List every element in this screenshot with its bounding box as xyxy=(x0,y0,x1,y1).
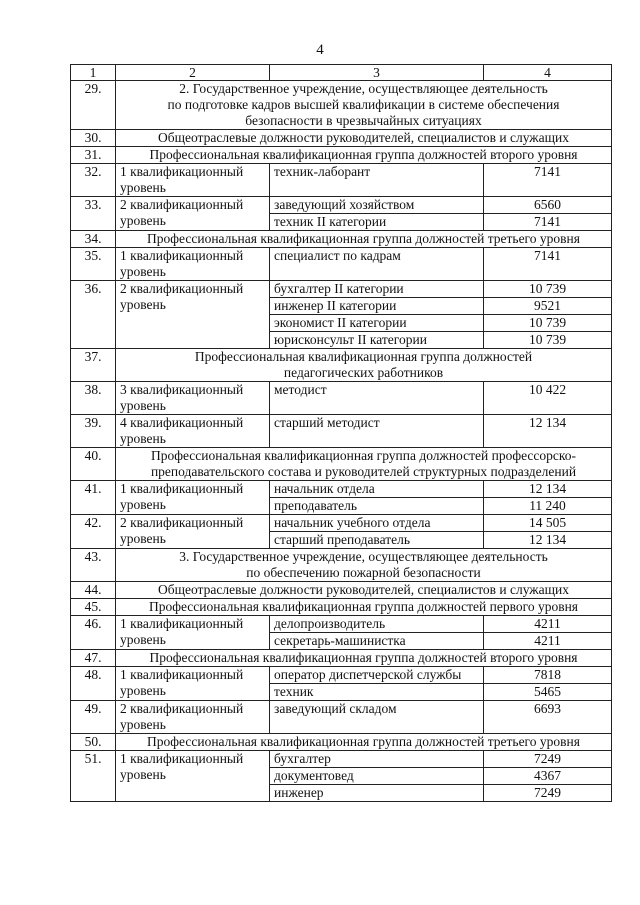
header-col-1: 1 xyxy=(71,65,116,81)
qualification-level-line: 1 квалификационный xyxy=(120,248,244,263)
salary-value: 7249 xyxy=(484,751,612,768)
position-name: заведующий складом xyxy=(270,701,484,734)
salary-value: 6560 xyxy=(484,197,612,214)
salary-value: 11 240 xyxy=(484,498,612,515)
table-row xyxy=(71,667,612,684)
salary-value: 4211 xyxy=(484,633,612,650)
salary-value: 10 739 xyxy=(484,281,612,298)
position-name: специалист по кадрам xyxy=(270,248,484,281)
page-number: 4 xyxy=(316,42,324,58)
qualification-level-line: уровень xyxy=(120,431,166,446)
qualification-level xyxy=(116,197,270,231)
header-col-2: 2 xyxy=(116,65,270,81)
section-title-line: Профессиональная квалификационная группа должностей второго уровня xyxy=(149,650,578,665)
section-title-line: Профессиональная квалификационная группа должностей профессорско- xyxy=(150,448,577,463)
position-name: документовед xyxy=(270,768,484,785)
table-row xyxy=(71,616,612,633)
row-number: 49. xyxy=(71,701,116,734)
section-title-line: Профессиональная квалификационная группа должностей третьего уровня xyxy=(147,734,580,749)
qualification-level xyxy=(116,481,270,515)
position-name: делопроизводитель xyxy=(270,616,484,633)
row-number: 45. xyxy=(71,599,116,616)
section-row xyxy=(71,349,612,382)
qualification-level-line: уровень xyxy=(120,767,166,782)
table-row xyxy=(71,701,612,734)
row-number: 35. xyxy=(71,248,116,281)
section-title-line: Профессиональная квалификационная группа должностей xyxy=(194,349,533,364)
qualification-level-line: 1 квалификационный xyxy=(120,667,244,682)
salary-value: 4367 xyxy=(484,768,612,785)
row-number: 39. xyxy=(71,415,116,448)
section-title xyxy=(116,448,612,481)
salary-value: 7818 xyxy=(484,667,612,684)
qualification-level xyxy=(116,515,270,549)
qualification-level-line: уровень xyxy=(120,264,166,279)
salary-value: 6693 xyxy=(484,701,612,734)
salary-value: 10 739 xyxy=(484,315,612,332)
qualification-level-line: уровень xyxy=(120,398,166,413)
salary-value: 9521 xyxy=(484,298,612,315)
qualification-level-line: 2 квалификационный xyxy=(120,515,244,530)
qualification-level-line: уровень xyxy=(120,180,166,195)
qualification-level-line: 2 квалификационный xyxy=(120,197,244,212)
table-row xyxy=(71,248,612,281)
qualification-level-line: 1 квалификационный xyxy=(120,751,244,766)
salary-value: 10 422 xyxy=(484,382,612,415)
position-name: инженер II категории xyxy=(270,298,484,315)
position-name: секретарь-машинистка xyxy=(270,633,484,650)
salary-value: 7141 xyxy=(484,164,612,197)
section-title-line: педагогических работников xyxy=(283,365,444,380)
qualification-level-line: уровень xyxy=(120,213,166,228)
row-number: 34. xyxy=(71,231,116,248)
row-number: 42. xyxy=(71,515,116,549)
section-title-line: Профессиональная квалификационная группа должностей второго уровня xyxy=(149,147,578,162)
salary-value: 12 134 xyxy=(484,481,612,498)
qualification-level-line: 2 квалификационный xyxy=(120,281,244,296)
row-number: 37. xyxy=(71,349,116,382)
salary-value: 7141 xyxy=(484,248,612,281)
position-name: техник II категории xyxy=(270,214,484,231)
qualification-level-line: уровень xyxy=(120,717,166,732)
table-row xyxy=(71,415,612,448)
qualification-level xyxy=(116,616,270,650)
salary-value: 12 134 xyxy=(484,415,612,448)
row-number: 29. xyxy=(71,81,116,130)
section-title xyxy=(116,734,612,751)
staff-table-body xyxy=(71,65,612,802)
section-row xyxy=(71,582,612,599)
salary-value: 12 134 xyxy=(484,532,612,549)
section-title-line: 3. Государственное учреждение, осуществляющее деятельность xyxy=(179,549,548,564)
row-number: 40. xyxy=(71,448,116,481)
position-name: бухгалтер II категории xyxy=(270,281,484,298)
qualification-level xyxy=(116,667,270,701)
section-row xyxy=(71,650,612,667)
row-number: 44. xyxy=(71,582,116,599)
position-name: бухгалтер xyxy=(270,751,484,768)
qualification-level-line: 3 квалификационный xyxy=(120,382,244,397)
section-title xyxy=(116,582,612,599)
position-name: старший преподаватель xyxy=(270,532,484,549)
qualification-level xyxy=(116,281,270,349)
qualification-level xyxy=(116,415,270,448)
section-title xyxy=(116,81,612,130)
section-row xyxy=(71,599,612,616)
section-title xyxy=(116,650,612,667)
row-number: 30. xyxy=(71,130,116,147)
row-number: 33. xyxy=(71,197,116,231)
section-title-line: Общеотраслевые должности руководителей, специалистов и служащих xyxy=(157,130,570,145)
salary-value: 7141 xyxy=(484,214,612,231)
position-name: начальник учебного отдела xyxy=(270,515,484,532)
section-title xyxy=(116,349,612,382)
qualification-level-line: уровень xyxy=(120,683,166,698)
row-number: 31. xyxy=(71,147,116,164)
header-col-3: 3 xyxy=(270,65,484,81)
position-name: юрисконсульт II категории xyxy=(270,332,484,349)
table-row xyxy=(71,281,612,298)
section-title xyxy=(116,231,612,248)
row-number: 38. xyxy=(71,382,116,415)
section-title xyxy=(116,147,612,164)
qualification-level xyxy=(116,248,270,281)
qualification-level-line: 4 квалификационный xyxy=(120,415,244,430)
section-title-line: по обеспечению пожарной безопасности xyxy=(246,565,481,580)
section-row xyxy=(71,231,612,248)
section-title-line: Общеотраслевые должности руководителей, специалистов и служащих xyxy=(157,582,570,597)
table-header-row xyxy=(71,65,612,81)
qualification-level-line: уровень xyxy=(120,632,166,647)
section-title xyxy=(116,599,612,616)
salary-value: 14 505 xyxy=(484,515,612,532)
position-name: заведующий хозяйством xyxy=(270,197,484,214)
row-number: 51. xyxy=(71,751,116,802)
qualification-level-line: 1 квалификационный xyxy=(120,481,244,496)
table-row xyxy=(71,481,612,498)
section-row xyxy=(71,130,612,147)
position-name: экономист II категории xyxy=(270,315,484,332)
row-number: 36. xyxy=(71,281,116,349)
position-name: техник-лаборант xyxy=(270,164,484,197)
row-number: 47. xyxy=(71,650,116,667)
section-title xyxy=(116,549,612,582)
qualification-level-line: уровень xyxy=(120,297,166,312)
row-number: 41. xyxy=(71,481,116,515)
staff-table xyxy=(70,64,612,802)
row-number: 46. xyxy=(71,616,116,650)
salary-value: 7249 xyxy=(484,785,612,802)
table-row xyxy=(71,197,612,214)
section-title-line: 2. Государственное учреждение, осуществляющее деятельность xyxy=(179,81,548,96)
row-number: 50. xyxy=(71,734,116,751)
row-number: 43. xyxy=(71,549,116,582)
header-col-4: 4 xyxy=(484,65,612,81)
section-title xyxy=(116,130,612,147)
position-name: методист xyxy=(270,382,484,415)
section-title-line: по подготовке кадров высшей квалификации в системе обеспечения xyxy=(167,97,560,112)
qualification-level xyxy=(116,751,270,802)
table-row xyxy=(71,164,612,197)
row-number: 32. xyxy=(71,164,116,197)
table-row xyxy=(71,382,612,415)
row-number: 48. xyxy=(71,667,116,701)
qualification-level-line: уровень xyxy=(120,497,166,512)
salary-value: 4211 xyxy=(484,616,612,633)
salary-value: 5465 xyxy=(484,684,612,701)
table-row xyxy=(71,515,612,532)
section-title-line: безопасности в чрезвычайных ситуациях xyxy=(245,113,482,128)
qualification-level-line: 2 квалификационный xyxy=(120,701,244,716)
qualification-level xyxy=(116,701,270,734)
section-title-line: Профессиональная квалификационная группа должностей первого уровня xyxy=(148,599,579,614)
qualification-level-line: 1 квалификационный xyxy=(120,164,244,179)
section-row xyxy=(71,549,612,582)
qualification-level-line: уровень xyxy=(120,531,166,546)
qualification-level xyxy=(116,382,270,415)
salary-value: 10 739 xyxy=(484,332,612,349)
section-row xyxy=(71,734,612,751)
qualification-level-line: 1 квалификационный xyxy=(120,616,244,631)
section-row xyxy=(71,147,612,164)
position-name: преподаватель xyxy=(270,498,484,515)
position-name: техник xyxy=(270,684,484,701)
position-name: инженер xyxy=(270,785,484,802)
table-row xyxy=(71,751,612,768)
section-row xyxy=(71,81,612,130)
section-row xyxy=(71,448,612,481)
section-title-line: Профессиональная квалификационная группа должностей третьего уровня xyxy=(147,231,580,246)
position-name: старший методист xyxy=(270,415,484,448)
position-name: начальник отдела xyxy=(270,481,484,498)
section-title-line: преподавательского состава и руководителей структурных подразделений xyxy=(150,464,577,479)
position-name: оператор диспетчерской службы xyxy=(270,667,484,684)
qualification-level xyxy=(116,164,270,197)
